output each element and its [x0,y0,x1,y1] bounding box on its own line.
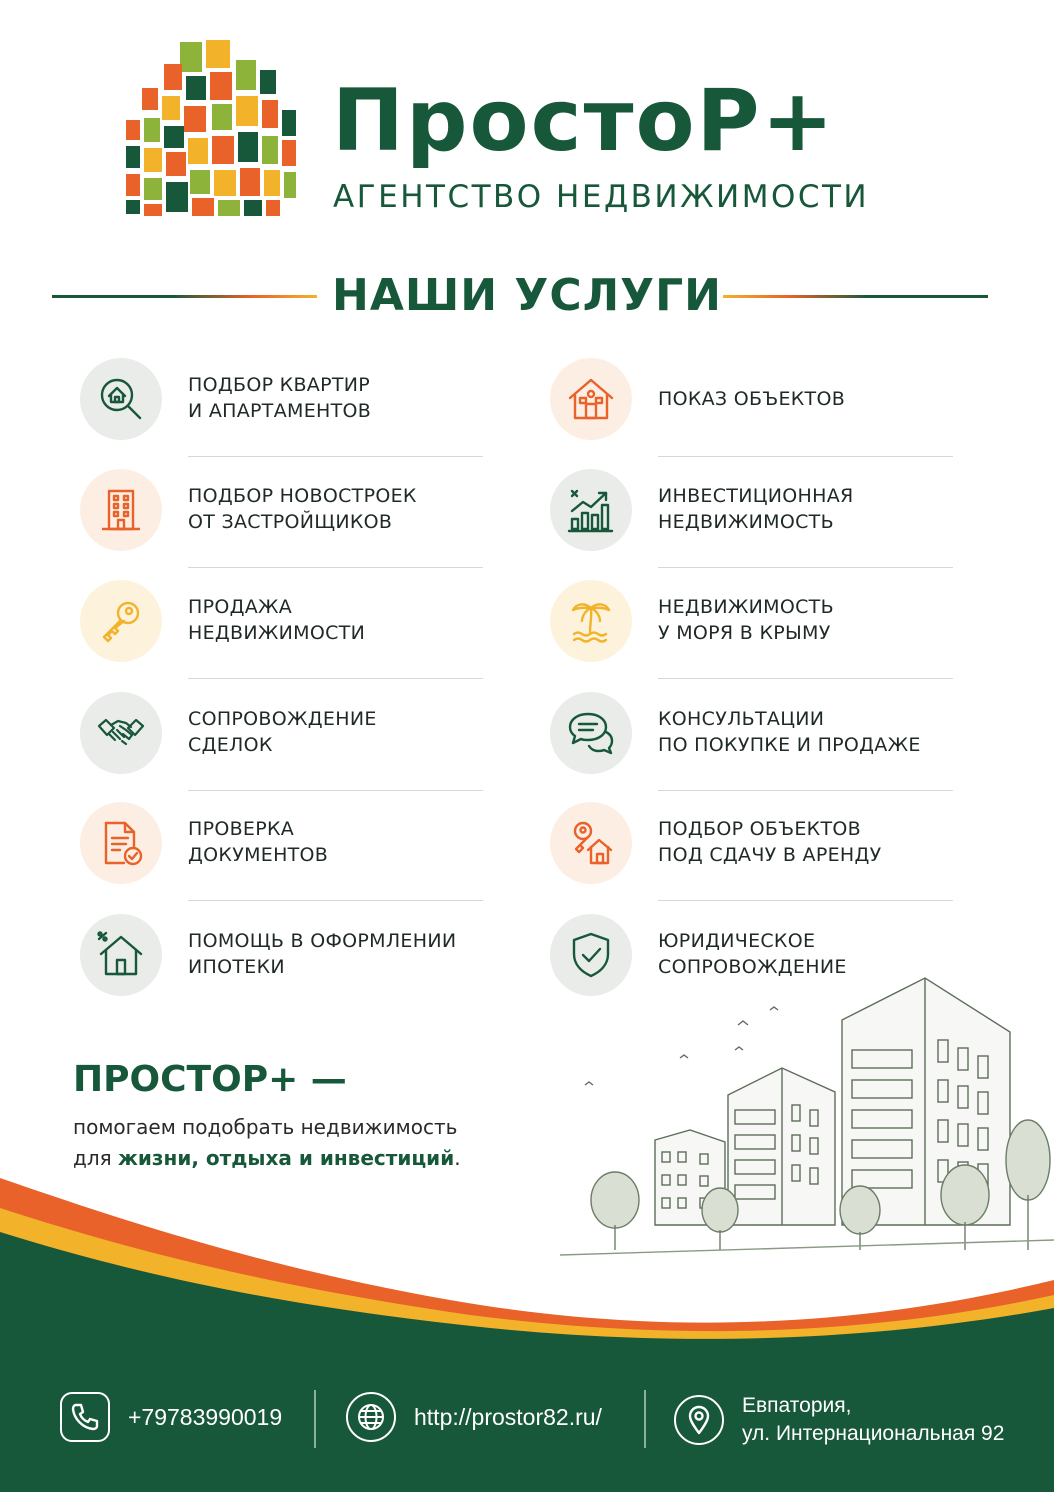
title-divider-right [723,295,988,298]
service-line2: СОПРОВОЖДЕНИЕ [658,956,847,978]
document-check-icon [96,818,146,868]
service-line2: ОТ ЗАСТРОЙЩИКОВ [188,511,393,533]
contact-address [674,1392,1004,1448]
phone-icon-box [60,1392,110,1442]
globe-icon [355,1401,387,1433]
service-item-new-buildings [80,469,500,559]
service-divider [188,900,483,901]
tagline-highlight: жизни, отдыха и инвестиций [118,1146,455,1170]
service-icon-circle [550,358,632,440]
service-icon-circle [80,802,162,884]
key-icon [96,596,146,646]
footer-separator [314,1390,316,1448]
service-icon-circle [550,692,632,774]
service-icon-circle [80,358,162,440]
tagline-suffix: . [454,1146,461,1170]
service-line2: ПОД СДАЧУ В АРЕНДУ [658,844,882,866]
service-line2: ДОКУМЕНТОВ [188,844,329,866]
service-item-crimea-sea [550,580,970,670]
house-search-icon [96,374,146,424]
address-city: Евпатория, [742,1394,852,1417]
service-line1: ПОДБОР НОВОСТРОЕК [188,485,417,507]
service-icon-circle [80,692,162,774]
decorative-wave [0,1170,1054,1370]
globe-icon-box [346,1392,396,1442]
service-icon-circle [550,469,632,551]
growth-chart-icon [566,485,616,535]
service-divider [658,900,953,901]
service-line1: ПОКАЗ ОБЪЕКТОВ [658,388,846,410]
service-line1: ЮРИДИЧЕСКОЕ [658,930,816,952]
service-line1: ПРОВЕРКА [188,818,295,840]
service-line2: И АПАРТАМЕНТОВ [188,400,372,422]
chat-bubbles-icon [566,708,616,758]
service-divider [658,790,953,791]
house-percent-icon [96,930,146,980]
tagline-prefix: для [73,1146,118,1170]
service-item-rent [550,802,970,892]
house-show-icon [566,374,616,424]
service-divider [658,456,953,457]
service-icon-circle [80,469,162,551]
logo-building-icon [124,40,299,218]
service-item-sale [80,580,500,670]
service-line2: НЕДВИЖИМОСТИ [188,622,366,644]
service-line1: ПОДБОР ОБЪЕКТОВ [658,818,861,840]
location-pin-icon [683,1404,715,1436]
service-line2: ИПОТЕКИ [188,956,285,978]
service-line1: НЕДВИЖИМОСТЬ [658,596,834,618]
service-icon-circle [550,802,632,884]
service-line1: ИНВЕСТИЦИОННАЯ [658,485,854,507]
handshake-icon [96,708,146,758]
service-item-deals [80,692,500,782]
tagline-text [73,1112,461,1174]
service-divider [658,678,953,679]
service-icon-circle [80,914,162,996]
palm-sea-icon [566,596,616,646]
service-divider [188,456,483,457]
contact-website[interactable] [346,1392,602,1442]
service-line2: НЕДВИЖИМОСТЬ [658,511,834,533]
service-icon-circle [550,580,632,662]
service-line1: КОНСУЛЬТАЦИИ [658,708,825,730]
service-line2: СДЕЛОК [188,734,273,756]
service-item-documents [80,802,500,892]
service-item-consulting [550,692,970,782]
service-divider [188,678,483,679]
brand-subtitle: АГЕНТСТВО НЕДВИЖИМОСТИ [333,179,870,215]
address-street: ул. Интернациональная 92 [742,1422,1005,1445]
address-text [742,1392,1004,1448]
service-divider [658,567,953,568]
service-line2: ПО ПОКУПКЕ И ПРОДАЖЕ [658,734,921,756]
website-link[interactable]: http://prostor82.ru/ [414,1404,602,1430]
phone-icon [69,1401,101,1433]
services-title: НАШИ УСЛУГИ [332,270,722,321]
service-line2: У МОРЯ В КРЫМУ [658,622,831,644]
location-icon-box [674,1395,724,1445]
building-icon [96,485,146,535]
phone-number: +79783990019 [128,1404,283,1430]
contact-phone[interactable] [60,1392,282,1442]
service-line1: ПОДБОР КВАРТИР [188,374,371,396]
service-item-apartments [80,358,500,448]
service-item-investment [550,469,970,559]
service-item-showing [550,358,970,448]
house-key-icon [566,818,616,868]
service-line1: СОПРОВОЖДЕНИЕ [188,708,377,730]
service-divider [188,567,483,568]
service-line1: ПОМОЩЬ В ОФОРМЛЕНИИ [188,930,457,952]
tagline-title: ПРОСТОР+ — [73,1059,347,1100]
brand-name: ПростоР+ [332,71,836,171]
service-icon-circle [80,580,162,662]
service-line1: ПРОДАЖА [188,596,293,618]
service-divider [188,790,483,791]
footer-separator [644,1390,646,1448]
service-item-mortgage [80,914,500,1004]
tagline-line1: помогаем подобрать недвижимость [73,1115,458,1139]
